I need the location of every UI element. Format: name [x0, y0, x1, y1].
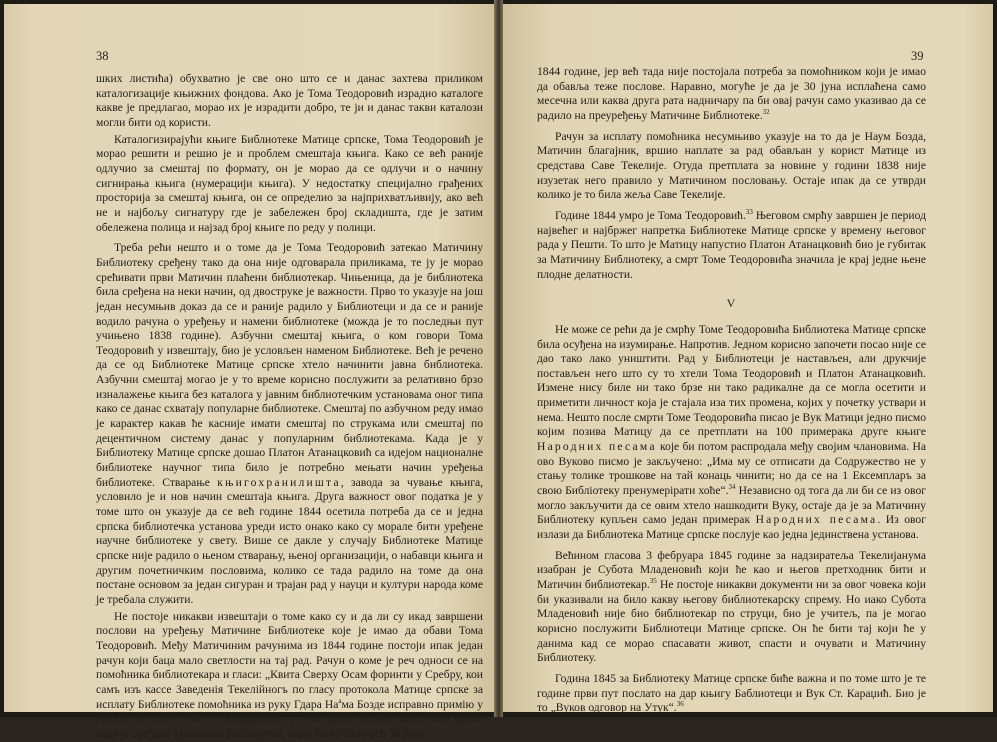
page-number: 39	[911, 49, 924, 63]
paragraph-text: , завода за чување књига, условило је и нов начин смештаја књига. Друга важност овог податка је у томе што он указује да се већ године 1844 осетила потреба да се и једна српска библиотечка установа уреди исто онако како су морале бити уређене научне библиотеке у свету. Више се дакле у случају Библиотеке Матице српске није радило о њеном стварању, њеној организацији, о набавци књига и другим почетничким пословима, колико се тада радило на томе да она постане основом за један сигуран и трајан рад у науци и култури народа коме је требала служити.	[96, 475, 483, 606]
paragraph-text: Не може се рећи да је смрћу Томе Теодоровића Библиотека Матице српске била осуђена на изумирање. Напротив. Једном корисно започети посао није се дао тако лако уништити. Рад у Библиотеци је настављен, али друкчије постављен него што су то хтели Тома Теодоровић и Платон Атанацковић. Измене нису биле ни тако брзе ни тако радикалне да се могла осетити и приметити личност која је стајала иза тих промена, којих у почетку уствари и нема. Нешто после смрти Томе Теодоровића писао је Вук Матици једно писмо којим позива Матицу да се претплати на 100 примерака друге књиге	[537, 322, 926, 439]
footnote-ref: 33	[745, 208, 753, 217]
paragraph	[537, 672, 926, 716]
paragraph-text: Треба рећи нешто и о томе да је Тома Теодоровић затекао Матичину Библиотеку сређену тако да она није одговарала приликама, те ју је морао срећивати први Матичин плаћени библиотекар. Чињеница, да је библиотека била сређена на неки начин, од двоструке је важности. Прво то указује на још један несумњив доказ да се и раније радило у Библиотеци и да се и раније водило рачуна о уређењу и намени библиотеке (можда је то последњи пут учињено 1838 године). Азбучни смештај књига, о ком говори Тома Теодоровић у извештају, био је условљен наменом Библиотеке. Већ је речено да се од Библиотеке Матице српске хтело начинити јавна библиотека. Азбучни смештај могао је у то време корисно послужити за релативно брзо изналажење књига без каталога у јавним библиотечким установама оног типа како се данас схватају популарне библиотеке. Смештај по азбучном реду имао је карактер какав ће касније имати смештај по струкама или смештај по децентичном систему данас у популарним библиотекама. Када је у Библиотеку Матице српске дошао Платон Атанацковић са идејом националне библиотеке научног типа било је потребно мењати начин уређења библиотеке. Стварање	[96, 241, 483, 489]
paragraph-text: Не постоје никакви извештаји о томе како су и да ли су икад завршени послови на уређењу Матичине Библиотеке које је имао да обави Тома Теодоровић. Међу Матичиним рачунима из 1844 године постоји ипак један рачун који баца мало светлости на тај рад. Рачун о коме је реч односи се на помоћника библиотекара и гласи: „Квита Сверху Осам форинти у Сребру, кои самъ изъ кассе Заведенія Текелійногъ по гласу протокола Матице српске за исплату Библиотеке помоћника из руку Гдара На	[96, 609, 483, 711]
paragraph	[96, 610, 483, 742]
paragraph	[537, 323, 926, 543]
left-page-text	[96, 72, 483, 742]
paragraph: Рачун за исплату помоћника несумњиво указује на то да је Наум Бозда, Матичин благајник, вршио наплате за рад обављан у корист Матице из средстава Саве Текелије. Отуда претплата за новине у години 1838 није изузетак него правило у Матичином пословању. Остаје ипак да се утврди колико је то била жеља Саве Текелије.	[537, 129, 926, 202]
superscript: a	[338, 696, 342, 705]
footnote-ref: 32	[762, 108, 770, 117]
paragraph-text: Независно од тога да ли би се из овог могло закључити да се овим хтело нашкодити Вуку, остаје да је за Матичину Библиотеку купљен само један примерак	[537, 484, 927, 527]
paragraph	[537, 549, 926, 666]
paragraph-text: Ако треба по овом закључити време када је сређена Матичина Библиотека, онда би то било већ 30 јуна	[96, 712, 483, 740]
paragraph-text: Не постоје никакви документи ни за овог човека који би указивали на било какву његову библиотекарску спрему. Но иако Субота Младеновић није био библиотекар по струци, био је учитељ, па је могао корисно послужити Библиотеци Матице српске. Он ће бити тај који ће у данима кад се морао спасавати живот, спасти и очувати и Матичину Библиотеку.	[537, 578, 926, 665]
footnote-ref: 34	[728, 483, 736, 492]
right-page-text	[537, 65, 926, 716]
paragraph	[537, 65, 926, 124]
paragraph-text: Година 1845 за Библиотеку Матице српске биће важна и по томе што је те године први пут послато на дар књигу Баблиотеци и Вук Ст. Караџић. Био је то „Вуков одговор на Утук“.	[537, 671, 926, 715]
right-page	[503, 4, 993, 715]
paragraph: шких листића) обухватио је све оно што се и данас захтева приликом каталогизације књижних фондова. Ако је Тома Теодоровић израдио каталоге какве је предлагао, морао их је израдити добро, те ји и данас такви каталози могли бити од користи.	[96, 72, 483, 129]
paragraph-text: Његовом смрћу завршен је период највећег и најбржег напретка Библиотеке Матице српске у времену његовог рада у Пешти. То што је Матицу напустио Платон Атанацковић био је губитак за Матичину Библиотеку, а смрт Томе Теодоровића значила је крај једне њене плодне делатности.	[537, 208, 926, 281]
paragraph-text: Већином гласова 3 фебруара 1845 године за надзиратеља Текелијанума изабран је Субота Младеновић који ће као и његов претходник бити и Матичин библиотекар.	[537, 548, 926, 591]
page-number: 38	[96, 49, 109, 63]
paragraph-text: ма Боздe исправно примію у Пешти 30 Юнія 1844. Ѳ. Ѳеодоровићъ“.	[96, 697, 483, 726]
paragraph	[96, 241, 483, 607]
footnote-ref: 31	[293, 711, 301, 720]
spaced-term: књигохранилишта	[217, 475, 341, 489]
paragraph: Каталогизирајући књиге Библиотеке Матице српске, Тома Теодоровић је морао решити и решио је и проблем смештаја књига. Како се већ раније одлучио за смештај по формату, он је морао да се одлучи и о начину сигнирања књига (нумерацији књига). У недостатку специјално грађених просторија за смештај књига, он се определио за најприхватљивију, ако већ не и најбољу сигнатуру где је забележен број складишта, где је затим обележена полица и најзад број књиге по реду у полици.	[96, 132, 483, 234]
footnote-ref: 36	[676, 700, 684, 709]
paragraph	[537, 209, 926, 282]
paragraph-text: . Из овог излази да Библиотека Матице српске послује као једна јединствена установа.	[537, 513, 926, 542]
book-gutter	[494, 0, 503, 717]
paragraph-text: које би потом распродала међу својим члановима. На ово Вуково писмо је закључено: „Има му се отписати да Содружество не у стању толике трошкове на тай конаць чинити; но да се на 1 Ексемпларъ за свою Библіотеку пренумерірати хоће“.	[537, 440, 926, 498]
footnote-ref: 35	[649, 577, 657, 586]
section-heading: V	[726, 296, 737, 311]
spaced-term: Народних песама	[755, 513, 878, 527]
left-page	[4, 4, 494, 740]
paragraph-text: Године 1844 умро је Тома Теодоровић.	[555, 208, 746, 222]
spaced-term: Народних песама	[537, 440, 657, 454]
paragraph-text: 1844 године, јер већ тада није постојала потреба за помоћником који је имао да обавља теже послове. Наравно, могуће је да је 30 јуна исплаћена само месечна или каква друга рата надничару па би овај рачун само указивао да се радило на преуређењу Матичине Библиотеке.	[537, 65, 926, 122]
